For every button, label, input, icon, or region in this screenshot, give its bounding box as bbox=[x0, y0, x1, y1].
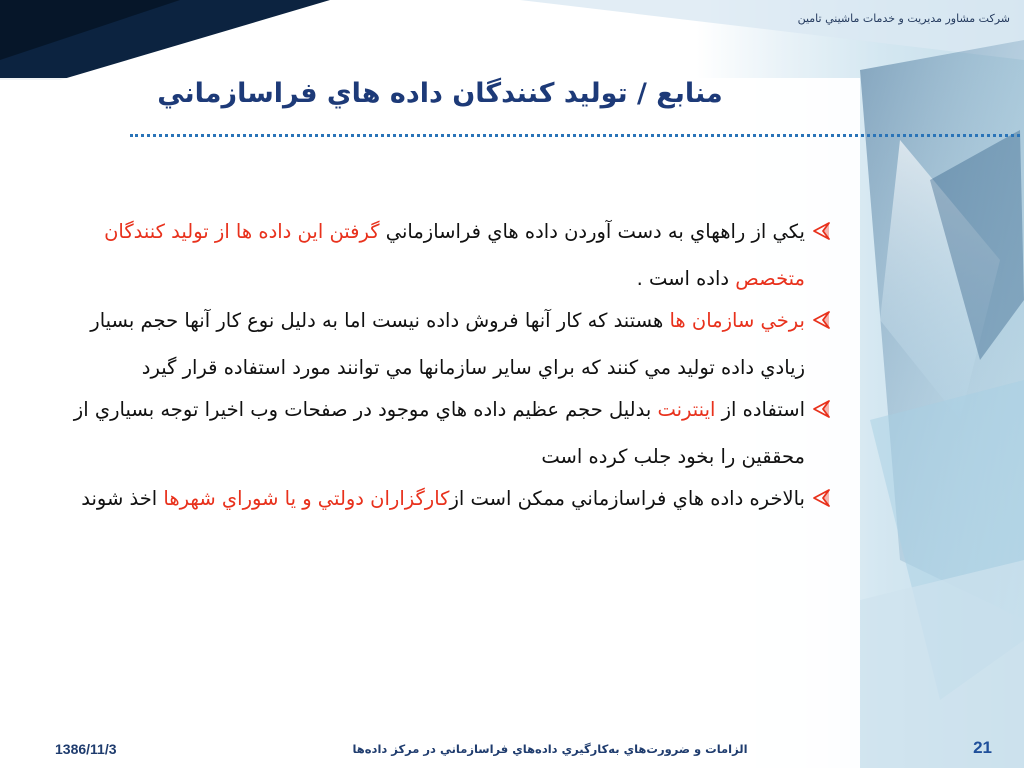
arrowhead-bullet-icon bbox=[811, 220, 833, 242]
footer-caption: الزامات و ضرورت‌هاي به‌کارگيري داده‌هاي فراسازماني در مرکز داده‌ها bbox=[352, 742, 748, 756]
body-text: بدليل حجم عظيم داده هاي موجود در صفحات وب اخيرا توجه بسياري از محققين را بخود جلب کرده است bbox=[73, 398, 805, 468]
bullet-list bbox=[60, 208, 835, 517]
title-divider bbox=[130, 134, 1020, 137]
company-name: شرکت مشاور مديريت و خدمات ماشيني تامين bbox=[797, 12, 1010, 25]
bullet-text bbox=[104, 220, 805, 290]
bullet-text bbox=[81, 487, 805, 510]
highlighted-text: برخي سازمان ها bbox=[669, 309, 805, 332]
bullet-item bbox=[60, 475, 835, 522]
arrowhead-bullet-icon bbox=[811, 487, 833, 509]
highlighted-text: اينترنت bbox=[657, 398, 716, 421]
highlighted-text: گرفتن اين داده ها از توليد کنندگان متخصص bbox=[104, 220, 805, 290]
body-text: اخذ شوند bbox=[81, 487, 164, 510]
arrowhead-bullet-icon bbox=[811, 309, 833, 331]
arrowhead-bullet-icon bbox=[811, 398, 833, 420]
body-text: داده است . bbox=[636, 267, 736, 290]
bullet-item bbox=[60, 297, 835, 391]
body-text: هستند که کار آنها فروش داده نيست اما به دليل نوع کار آنها حجم بسيار زيادي داده توليد مي کنند که براي ساير سازمانها مي توانند مورد استفاده قرار گيرد bbox=[90, 309, 805, 379]
bullet-item bbox=[60, 208, 835, 302]
slide-title: منابع / توليد کنندگان داده هاي فراسازماني bbox=[157, 78, 723, 109]
body-text: يکي از راههاي به دست آوردن داده هاي فراسازماني bbox=[379, 220, 805, 243]
body-text: استفاده از bbox=[715, 398, 805, 421]
footer-date: 1386/11/3 bbox=[55, 741, 117, 757]
bullet-item bbox=[60, 386, 835, 480]
bullet-text bbox=[90, 309, 805, 379]
highlighted-text: کارگزاران دولتي و يا شوراي شهرها bbox=[163, 487, 450, 510]
body-text: بالاخره داده هاي فراسازماني ممکن است از bbox=[449, 487, 805, 510]
page-number: 21 bbox=[973, 738, 992, 757]
bullet-text bbox=[74, 398, 805, 468]
